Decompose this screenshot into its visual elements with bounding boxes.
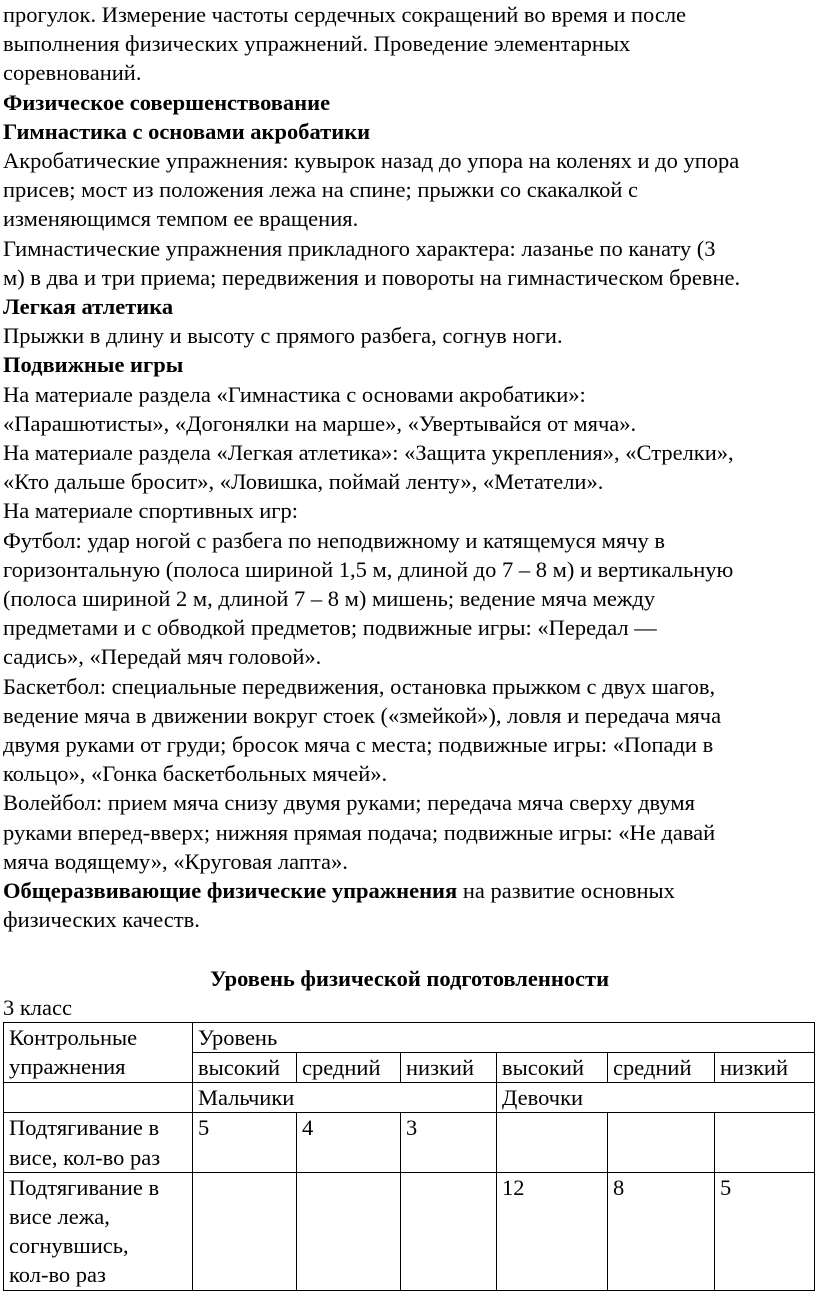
level-cell: высокий [193, 1052, 297, 1082]
value-cell [497, 1113, 608, 1172]
value-cell: 12 [497, 1172, 608, 1290]
level-cell: низкий [401, 1052, 497, 1082]
exercise-cell: Подтягивание в висе, кол-во раз [4, 1113, 193, 1172]
section-title: Уровень физической подготовленности [209, 965, 610, 991]
exercise-cell: Подтягивание в висе лежа, согнувшись, кол-во раз [4, 1172, 193, 1290]
level-cell: высокий [497, 1052, 608, 1082]
value-cell [715, 1113, 815, 1172]
class-label: 3 класс [3, 994, 72, 1020]
fitness-level-table [3, 1022, 815, 1291]
paragraph-football: Футбол: удар ногой с разбега по неподвижному и катящемуся мячу в горизонтальную (полоса шириной 1,5 м, длиной до 7 – 8 м) и вертикальную (полоса шириной 2 м, длиной 7 – 8 м) мишень; ведение мяча между предметами и с обводкой предметов; подвижные игры: «Передал — садись», «Передай мяч головой». [3, 527, 734, 670]
heading-outdoor-games: Подвижные игры [3, 352, 184, 378]
value-cell: 4 [297, 1113, 401, 1172]
paragraph-general-exercises [3, 876, 816, 934]
paragraph-sports-games: На материале спортивных игр: [3, 498, 299, 524]
paragraph-volleyball: Волейбол: прием мяча снизу двумя руками; передача мяча сверху двумя руками вперед-вверх; нижняя прямая подача; подвижные игры: «Не давай мяча водящему», «Круговая лапта». [3, 790, 716, 874]
paragraph-applied-gymnastics: Гимнастические упражнения прикладного характера: лазанье по канату (3 м) в два и три приема; передвижения и повороты на гимнастическом бревне. [3, 235, 741, 290]
value-cell [608, 1113, 715, 1172]
paragraph-acrobatics: Акробатические упражнения: кувырок назад до упора на коленях и до упора присев; мост из положения лежа на спине; прыжки со скакалкой с изменяющимся темпом ее вращения. [3, 148, 740, 232]
value-cell: 8 [608, 1172, 715, 1290]
level-cell: средний [608, 1052, 715, 1082]
value-cell [193, 1172, 297, 1290]
paragraph-basketball: Баскетбол: специальные передвижения, остановка прыжком с двух шагов, ведение мяча в движении вокруг стоек («змейкой»), ловля и передача мяча двумя руками от груди; бросок мяча с места; подвижные игры: «Попади в кольцо», «Гонка баскетбольных мячей». [3, 673, 722, 787]
table-row [4, 1022, 815, 1052]
level-cell: средний [297, 1052, 401, 1082]
table-row [4, 1113, 815, 1172]
paragraph-athletics-games: На материале раздела «Легкая атлетика»: «Защита укрепления», «Стрелки», «Кто дальше бросит», «Ловишка, поймай ленту», «Метатели». [3, 440, 734, 495]
value-cell [297, 1172, 401, 1290]
empty-cell [4, 1083, 193, 1113]
paragraph-walks: прогулок. Измерение частоты сердечных сокращений во время и после выполнения физических упражнений. Проведение элементарных соревнований. [3, 2, 687, 86]
general-exercises-bold: Общеразвивающие физические упражнения [3, 878, 458, 904]
table-row [4, 1083, 815, 1113]
heading-athletics: Легкая атлетика [3, 294, 174, 320]
header-exercises: Контрольные упражнения [4, 1022, 193, 1082]
document-page [3, 0, 816, 1291]
table-row [4, 1172, 815, 1290]
heading-physical-improvement: Физическое совершенствование [3, 89, 331, 115]
group-girls: Девочки [497, 1083, 815, 1113]
blank-line [3, 935, 816, 964]
paragraph-jumps: Прыжки в длину и высоту с прямого разбега, согнув ноги. [3, 323, 563, 349]
value-cell [401, 1172, 497, 1290]
header-level: Уровень [193, 1022, 815, 1052]
value-cell: 5 [715, 1172, 815, 1290]
level-cell: низкий [715, 1052, 815, 1082]
group-boys: Мальчики [193, 1083, 497, 1113]
paragraph-gymnastics-games: На материале раздела «Гимнастика с основами акробатики»: «Парашютисты», «Догонялки на марше», «Увертывайся от мяча». [3, 381, 637, 436]
heading-gymnastics: Гимнастика с основами акробатики [3, 118, 371, 144]
value-cell: 5 [193, 1113, 297, 1172]
value-cell: 3 [401, 1113, 497, 1172]
general-exercises-rest: на развитие основных физических качеств. [3, 878, 675, 933]
